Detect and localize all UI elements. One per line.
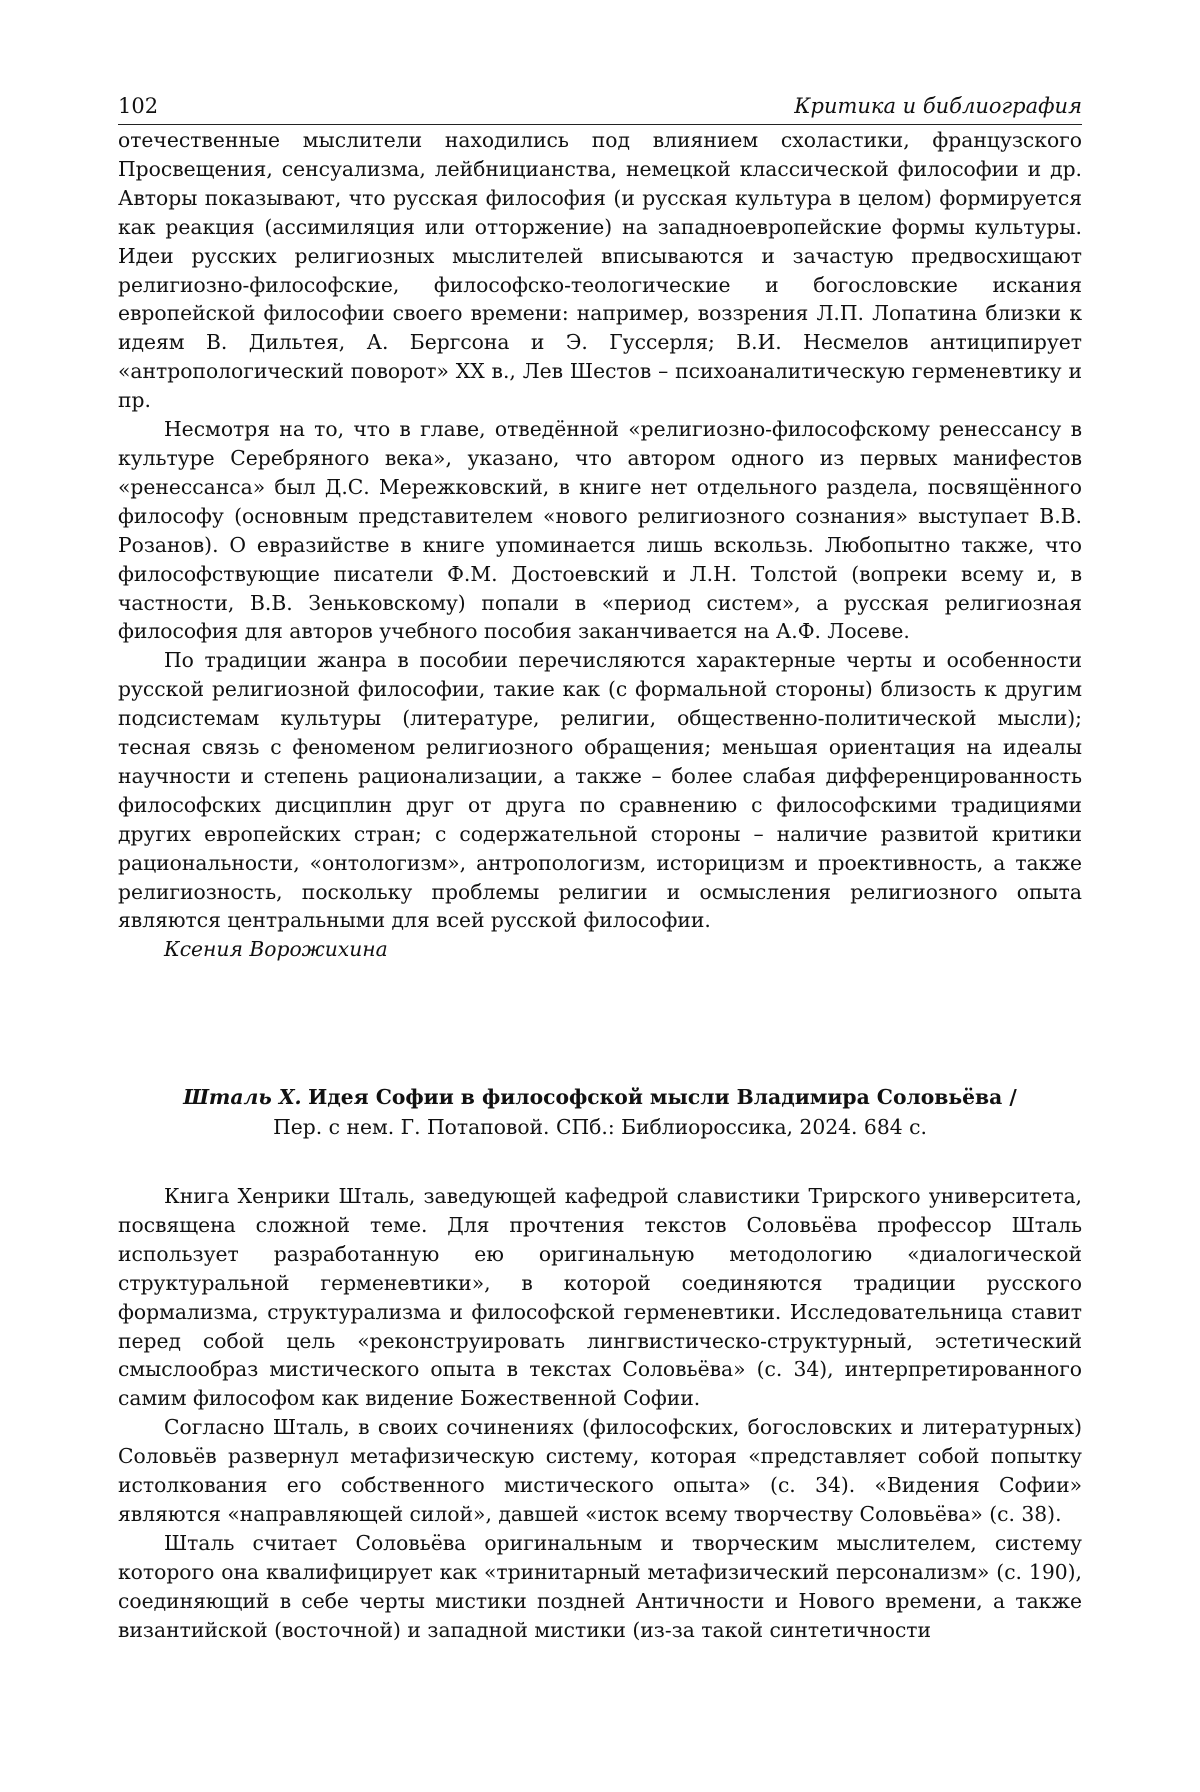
review-2-paragraph-3: Шталь считает Соловьёва оригинальным и творческим мыслителем, систему которого она квалифицирует как «тринитарный метафизический персонализм» (с. 190), соединяющий в себе черты мистики поздней Античности и Нового времени, а также византийской (восточной) и западной мистики (из-за такой синтетичности: [118, 1530, 1082, 1642]
journal-page: [118, 0, 1082, 1792]
review-2-paragraph-2: Согласно Шталь, в своих сочинениях (философских, богословских и литературных) Соловьёв развернул метафизическую систему, которая «представляет собой попытку истолкования его собственного мистического опыта» (с. 34). «Видения Софии» являются «направляющей силой», давшей «исток всему творчеству Соловьёва» (с. 38).: [118, 1415, 1082, 1526]
review-1-paragraph-2: Несмотря на то, что в главе, отведённой «религиозно-философскому ренессансу в культуре Серебряного века», указано, что автором одного из первых манифестов «ренессанса» был Д.С. Мережковский, в книге нет отдельного раздела, посвящённого философу (основным представителем «нового религиозного сознания» выступает В.В. Розанов). О евразийстве в книге упоминается лишь вскользь. Любопытно также, что философствующие писатели Ф.М. Достоевский и Л.Н. Толстой (вопреки всему и, в частности, В.В. Зеньковскому) попали в «период систем», а русская религиозная философия для авторов учебного пособия заканчивается на А.Ф. Лосеве.: [118, 417, 1082, 644]
review-2-publication: Пер. с нем. Г. Потаповой. СПб.: Библиороссика, 2024. 684 с.: [273, 1115, 927, 1139]
review-2-book-title: Идея Софии в философской мысли Владимира Соловьёва /: [308, 1085, 1017, 1109]
page-header: [118, 88, 1082, 125]
running-head: Критика и библиография: [794, 94, 1082, 118]
page-number: 102: [118, 94, 159, 118]
review-2-book-author: Шталь Х.: [183, 1085, 302, 1109]
review-2-paragraph-1: Книга Хенрики Шталь, заведующей кафедрой славистики Трирского университета, посвящена сложной теме. Для прочтения текстов Соловьёва профессор Шталь использует разработанную ею оригинальную методологию «диалогической структуральной герменевтики», в которой соединяются традиции русского формализма, структурализма и философской герменевтики. Исследовательница ставит перед собой цель «реконструировать лингвистическо-структурный, эстетический смыслообраз мистического опыта в текстах Соловьёва» (с. 34), интерпретированного самим философом как видение Божественной Софии.: [118, 1184, 1082, 1411]
review-1-body: [118, 126, 1082, 964]
review-2-body: [118, 1182, 1082, 1645]
review-2-heading: [118, 1082, 1082, 1142]
review-1-paragraph-3: По традиции жанра в пособии перечисляются характерные черты и особенности русской религиозной философии, такие как (с формальной стороны) близость к другим подсистемам культуры (литературе, религии, общественно-политической мысли); тесная связь с феноменом религиозного обращения; меньшая ориентация на идеалы научности и степень рационализации, а также – более слабая дифференцированность философских дисциплин друг от друга по сравнению с философскими традициями других европейских стран; с содержательной стороны – наличие развитой критики рациональности, «онтологизм», антропологизм, историцизм и проективность, а также религиозность, поскольку проблемы религии и осмысления религиозного опыта являются центральными для всей русской философии.: [118, 648, 1082, 933]
review-1-paragraph-1: отечественные мыслители находились под влиянием схоластики, французского Просвещения, сенсуализма, лейбницианства, немецкой классической философии и др. Авторы показывают, что русская философия (и русская культура в целом) формируется как реакция (ассимиляция или отторжение) на западноевропейские формы культуры. Идеи русских религиозных мыслителей вписываются и зачастую предвосхищают религиозно-философские, философско-теологические и богословские искания европейской философии своего времени: например, воззрения Л.П. Лопатина близки к идеям В. Дильтея, А. Бергсона и Э. Гуссерля; В.И. Несмелов антиципирует «антропологический поворот» XX в., Лев Шестов – психоаналитическую герменевтику и пр.: [118, 128, 1082, 413]
review-1-signature: Ксения Ворожихина: [164, 937, 388, 962]
review-2-book-line: [118, 1082, 1082, 1112]
